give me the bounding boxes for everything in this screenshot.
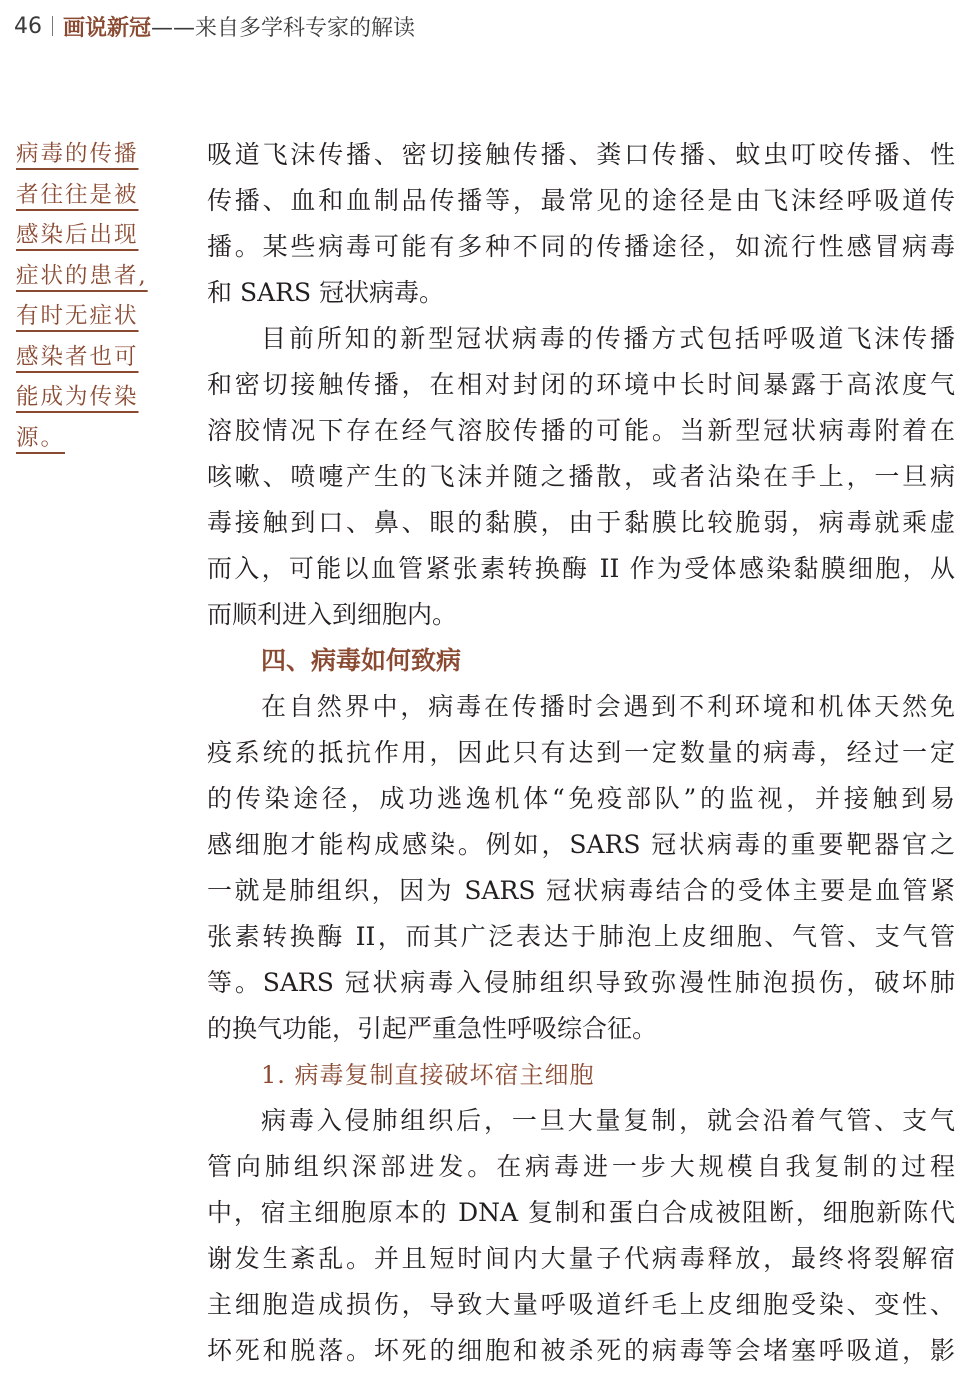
text-line: 张素转换酶 II，而其广泛表达于肺泡上皮细胞、气管、支气管 bbox=[207, 922, 955, 951]
text-line: 中，宿主细胞原本的 DNA 复制和蛋白合成被阻断，细胞新陈代 bbox=[207, 1198, 955, 1227]
text-line: 谢发生紊乱。并且短时间内大量子代病毒释放，最终将裂解宿 bbox=[207, 1244, 955, 1273]
main-text bbox=[207, 132, 955, 1374]
margin-note-line: 症状的患者, bbox=[16, 262, 148, 289]
text-line: 目前所知的新型冠状病毒的传播方式包括呼吸道飞沫传播 bbox=[261, 324, 955, 353]
text-line: 一就是肺组织，因为 SARS 冠状病毒结合的受体主要是血管紧 bbox=[207, 876, 955, 905]
page-number: 46 bbox=[14, 13, 42, 39]
text-line: 坏死和脱落。坏死的细胞和被杀死的病毒等会堵塞呼吸道，影 bbox=[207, 1336, 955, 1365]
margin-note bbox=[16, 134, 156, 458]
text-line: 的传染途径，成功逃逸机体“免疫部队”的监视，并接触到易 bbox=[207, 784, 955, 813]
margin-note-line: 感染后出现 bbox=[16, 222, 139, 248]
paragraph-pathogenesis bbox=[207, 684, 955, 1052]
text-line: 的换气功能，引起严重急性呼吸综合征。 bbox=[207, 1014, 658, 1043]
text-line: 毒接触到口、鼻、眼的黏膜，由于黏膜比较脆弱，病毒就乘虚 bbox=[207, 508, 955, 537]
paragraph-transmission-routes bbox=[207, 132, 955, 316]
text-line: 在自然界中，病毒在传播时会遇到不利环境和机体天然免 bbox=[261, 692, 955, 721]
paragraph-covid-transmission bbox=[207, 316, 955, 638]
text-line: 传播、血和血制品传播等，最常见的途径是由飞沫经呼吸道传 bbox=[207, 186, 955, 215]
text-line: 主细胞造成损伤，导致大量呼吸道纤毛上皮细胞受染、变性、 bbox=[207, 1290, 955, 1319]
book-title: 画说新冠 bbox=[63, 15, 152, 41]
text-line: 疫系统的抵抗作用，因此只有达到一定数量的病毒，经过一定 bbox=[207, 738, 955, 767]
text-line: 咳嗽、喷嚏产生的飞沫并随之播散，或者沾染在手上，一旦病 bbox=[207, 462, 955, 491]
subsection-heading: 1. 病毒复制直接破坏宿主细胞 bbox=[261, 1061, 595, 1089]
text-line: 病毒入侵肺组织后，一旦大量复制，就会沿着气管、支气 bbox=[261, 1106, 955, 1135]
text-line: 而顺利进入到细胞内。 bbox=[207, 600, 458, 629]
margin-note-line: 病毒的传播 bbox=[16, 141, 139, 167]
section-heading: 四、病毒如何致病 bbox=[261, 646, 462, 675]
margin-note-line: 能成为传染 bbox=[16, 384, 139, 410]
paragraph-viral-replication bbox=[207, 1098, 955, 1374]
margin-note-line: 源。 bbox=[16, 424, 66, 451]
text-line: 感细胞才能构成感染。例如，SARS 冠状病毒的重要靶器官之 bbox=[207, 830, 955, 859]
text-line: 等。SARS 冠状病毒入侵肺组织导致弥漫性肺泡损伤，破坏肺 bbox=[207, 968, 955, 997]
margin-note-line: 有时无症状 bbox=[16, 303, 139, 329]
text-line: 而入，可能以血管紧张素转换酶 II 作为受体感染黏膜细胞，从 bbox=[207, 554, 955, 583]
text-line: 和 SARS 冠状病毒。 bbox=[207, 278, 445, 307]
margin-note-line: 感染者也可 bbox=[16, 343, 139, 370]
margin-note-line: 者往往是被 bbox=[16, 181, 139, 208]
text-line: 和密切接触传播，在相对封闭的环境中长时间暴露于高浓度气 bbox=[207, 370, 955, 399]
text-line: 溶胶情况下存在经气溶胶传播的可能。当新型冠状病毒附着在 bbox=[207, 416, 955, 445]
book-subtitle: ——来自多学科专家的解读 bbox=[151, 15, 416, 41]
text-line: 管向肺组织深部进发。在病毒进一步大规模自我复制的过程 bbox=[207, 1152, 955, 1181]
text-line: 播。某些病毒可能有多种不同的传播途径，如流行性感冒病毒 bbox=[207, 232, 955, 261]
text-line: 吸道飞沫传播、密切接触传播、粪口传播、蚊虫叮咬传播、性 bbox=[207, 140, 955, 169]
page-header bbox=[14, 10, 415, 42]
header-divider bbox=[52, 16, 53, 36]
